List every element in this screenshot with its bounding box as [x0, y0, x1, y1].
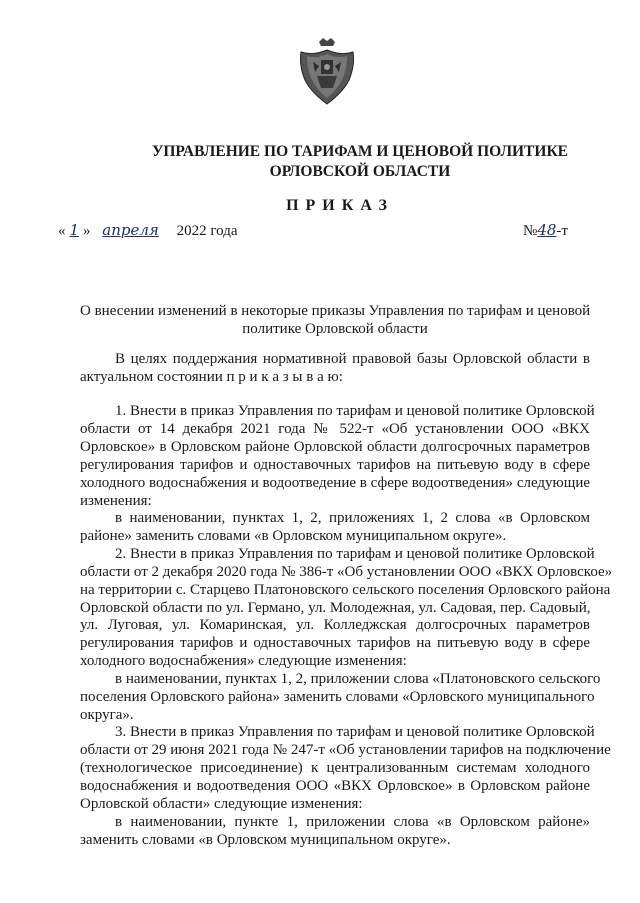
item1-line: области от 14 декабря 2021 года № 522-т «Об установлении ООО «ВКХ [80, 421, 590, 437]
number-suffix: -т [556, 223, 568, 239]
number-handwritten: 48 [537, 221, 557, 239]
date-year: 2022 года [176, 223, 238, 239]
item2-line: регулирования тарифов и одноставочных тарифов на питьевую воду в сфере [80, 635, 590, 651]
item1-line: в наименовании, пунктах 1, 2, приложениях 1, 2 слова «в Орловском [115, 510, 590, 526]
coat-of-arms-icon [297, 36, 357, 108]
item2-line: в наименовании, пунктах 1, 2, приложении слова «Платоновского сельского [115, 671, 601, 687]
item3-line: Орловской области» следующие изменения: [80, 796, 363, 812]
number-prefix: № [523, 223, 538, 239]
date-close-quote: » [83, 223, 91, 239]
item3-line: в наименовании, пункте 1, приложении слова «в Орловском районе» [115, 814, 590, 830]
agency-name-line-1: УПРАВЛЕНИЕ ПО ТАРИФАМ И ЦЕНОВОЙ ПОЛИТИКЕ [151, 143, 569, 160]
document-title-line-2: политике Орловской области [242, 321, 428, 337]
preamble-line-2: актуальном состоянии п р и к а з ы в а ю: [80, 369, 343, 385]
date-month: апреля [102, 221, 159, 239]
item2-line: ул. Луговая, ул. Комаринская, ул. Колледжская долгосрочных параметров [80, 617, 590, 633]
item2-line: на территории с. Старцево Платоновского сельского поселения Орловского района [80, 582, 611, 598]
document-title-line-1: О внесении изменений в некоторые приказы Управления по тарифам и ценовой [80, 303, 591, 319]
agency-name-line-2: ОРЛОВСКОЙ ОБЛАСТИ [269, 163, 451, 180]
item2-line: 2. Внести в приказ Управления по тарифам и ценовой политике Орловской [115, 546, 595, 562]
item1-line: изменения: [80, 493, 152, 509]
date-open-quote: « [58, 223, 66, 239]
item3-line: (технологическое присоединение) к централизованным системам холодного [80, 760, 590, 776]
item1-line: Орловское» в Орловском районе Орловской области долгосрочных параметров [80, 439, 590, 455]
item3-line: области от 29 июня 2021 года № 247-т «Об установлении тарифов на подключение [80, 742, 611, 758]
item3-line: 3. Внести в приказ Управления по тарифам и ценовой политике Орловской [115, 724, 595, 740]
item2-line: области от 2 декабря 2020 года № 386-т «Об установлении ООО «ВКХ Орловское» [80, 564, 613, 580]
item1-line: холодного водоснабжения и водоотведение в сфере водоотведения» следующие [80, 475, 590, 491]
item1-line: районе» заменить словами «в Орловском муниципальном округе». [80, 528, 507, 544]
date-day: 1 [69, 221, 80, 239]
item3-line: заменить словами «в Орловском муниципальном округе». [80, 832, 451, 848]
item3-line: водоснабжения и водоотведения ООО «ВКХ Орловское» в Орловском районе [80, 778, 590, 794]
item2-line: округа». [80, 707, 134, 723]
preamble-line-1: В целях поддержания нормативной правовой базы Орловской области в [115, 351, 590, 367]
order-number [523, 221, 568, 240]
order-date [58, 221, 238, 240]
item1-line: 1. Внести в приказ Управления по тарифам и ценовой политике Орловской [115, 403, 595, 419]
item2-line: холодного водоснабжения» следующие изменения: [80, 653, 407, 669]
order-title: ПРИКАЗ [286, 197, 394, 214]
item1-line: регулирования тарифов и одноставочных тарифов на питьевую воду в сфере [80, 457, 590, 473]
item2-line: поселения Орловского района» заменить словами «Орловского муниципального [80, 689, 595, 705]
item2-line: Орловской области по ул. Германо, ул. Молодежная, ул. Садовая, пер. Садовый, [80, 600, 591, 616]
